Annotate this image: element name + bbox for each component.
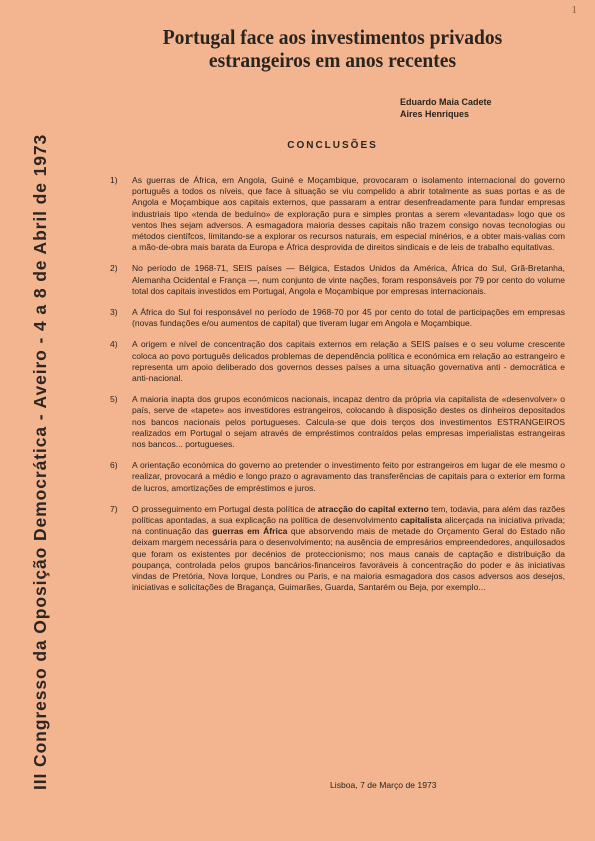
conclusion-text: A origem e nível de concentração dos capitais externos em relação a SEIS países e o seu volume crescente coloca ao povo português delicados problemas de dependência política e económica em relação ao estrangeiro e representa um apoio deliberado dos governos desses países a uma situação governativa anti - democrática e anti-nacional. [132,339,565,384]
emphasis-text: guerras em África [212,526,288,537]
conclusion-text: No período de 1968-71, SEIS países — Bélgica, Estados Unidos da América, África do Sul, Grã-Bretanha, Alemanha Ocidental e França —, num conjunto de vinte nações, foram responsáveis por 79 por cento do volume total dos capitais investidos em Portugal, Angola e Moçambique por empresas internacionais. [132,263,565,296]
conclusion-item [110,263,565,297]
conclusion-text-run: alicerçada na iniciativa privada; na continuação das [132,515,565,537]
conclusion-text: A África do Sul foi responsável no período de 1968-70 por 45 por cento do total de participações em empresas (novas fundações e/ou aumentos de capital) que tiveram lugar em Angola e Moçambique. [132,307,565,329]
conclusion-number: 2) [110,263,118,274]
section-heading: CONCLUSÕES [287,140,378,151]
authors-block [400,96,560,120]
conclusion-number: 3) [110,307,118,318]
conclusion-item [110,175,565,253]
emphasis-text: atracção do capital externo [317,503,429,514]
place-date-signoff: Lisboa, 7 de Março de 1973 [330,780,437,790]
conclusion-number: 7) [110,503,118,514]
conclusion-text-run: que absorvendo mais de metade do Orçamento Geral do Estado não deixam margem necessária para o desenvolvimento; na ausência de empresários empreendedores, anquilosados que foram os existentes por decénios de proteccionismo; nos maus canais de captação e distribuição da poupança, controlada pelos grupos bancários-financeiros favoráveis à concentração do poder e às iniciativas vindas de Pretória, Nova Iorque, Londres ou Paris, e na maioria esmagadora dos casos adversos aos desejos, iniciativas e solicitações de Bragança, Guimarães, Guarda, Santarém ou Beja, por exemplo... [132,526,565,593]
conclusion-number: 6) [110,460,118,471]
conclusion-number: 4) [110,339,118,350]
conclusion-text: A maioria inapta dos grupos económicos nacionais, incapaz dentro da própria via capitalista de «desenvolver» o país, serve de «tapete» aos investidores estrangeiros, colocando à disposição destes os dinheiros depositados nos bancos nacionais pelos portugueses. Calcula-se que dois terços dos investimentos ESTRANGEIROS realizados em Portugal o sejam através de empréstimos contraídos pelas empresas imperialistas estrangeiras nos bancos... portugueses. [132,394,565,450]
conclusion-number: 1) [110,175,118,185]
page-mark: 1 [571,4,577,16]
conclusion-text-run: tem, todavia, para além das razões políticas apontadas, a sua explicação na política de desenvolvimento [132,503,565,526]
conclusion-text [132,504,565,592]
conclusion-item [110,504,565,594]
author-name: Eduardo Maia Cadete [400,97,492,107]
document-title: Portugal face aos investimentos privados estrangeiros em anos recentes [162,25,503,72]
author-name: Aires Henriques [400,109,470,119]
conclusion-item [110,307,565,329]
conclusion-text: A orientação económica do governo ao pretender o investimento feito por estrangeiros em lugar de ele mesmo o realizar, provocará a médio e longo prazo o agravamento das transferências de capitais para o exterior em forma de lucros, amortizações de empréstimos e juros. [132,460,565,493]
conclusion-item [110,460,565,494]
conclusions-list [110,175,565,604]
conclusion-text: As guerras de África, em Angola, Guiné e Moçambique, provocaram o isolamento internacional do governo português a todos os níveis, que face à situação se viu compelido a abrir totalmente as suas portas e as de Angola e Moçambique aos capitais externos, que passaram a entrar desenfreadamente para fundar empresas industriais tipo «tenda de beduíno» de exploração pura e simples prontas a serem «levantadas» logo que os ventos lhes sejam adversos. A esmagadora maioria desses capitais não trazem consigo novas tecnologias ou métodos científcos, limitando-se a explorar os recursos naturais, em especial minérios, e a obter mais-valias com a mão-de-obra mais barata da Europa e África desprovida de direitos sindicais e de leis de trabalho equitativas. [132,175,565,253]
congress-side-banner: III Congresso da Oposição Democrática - Aveiro - 4 a 8 de Abril de 1973 [30,133,50,790]
conclusion-item [110,394,565,450]
conclusion-text-run: O prosseguimento em Portugal desta política de [132,503,318,514]
emphasis-text: capitalista [400,515,443,526]
conclusion-number: 5) [110,394,118,405]
conclusion-item [110,339,565,384]
